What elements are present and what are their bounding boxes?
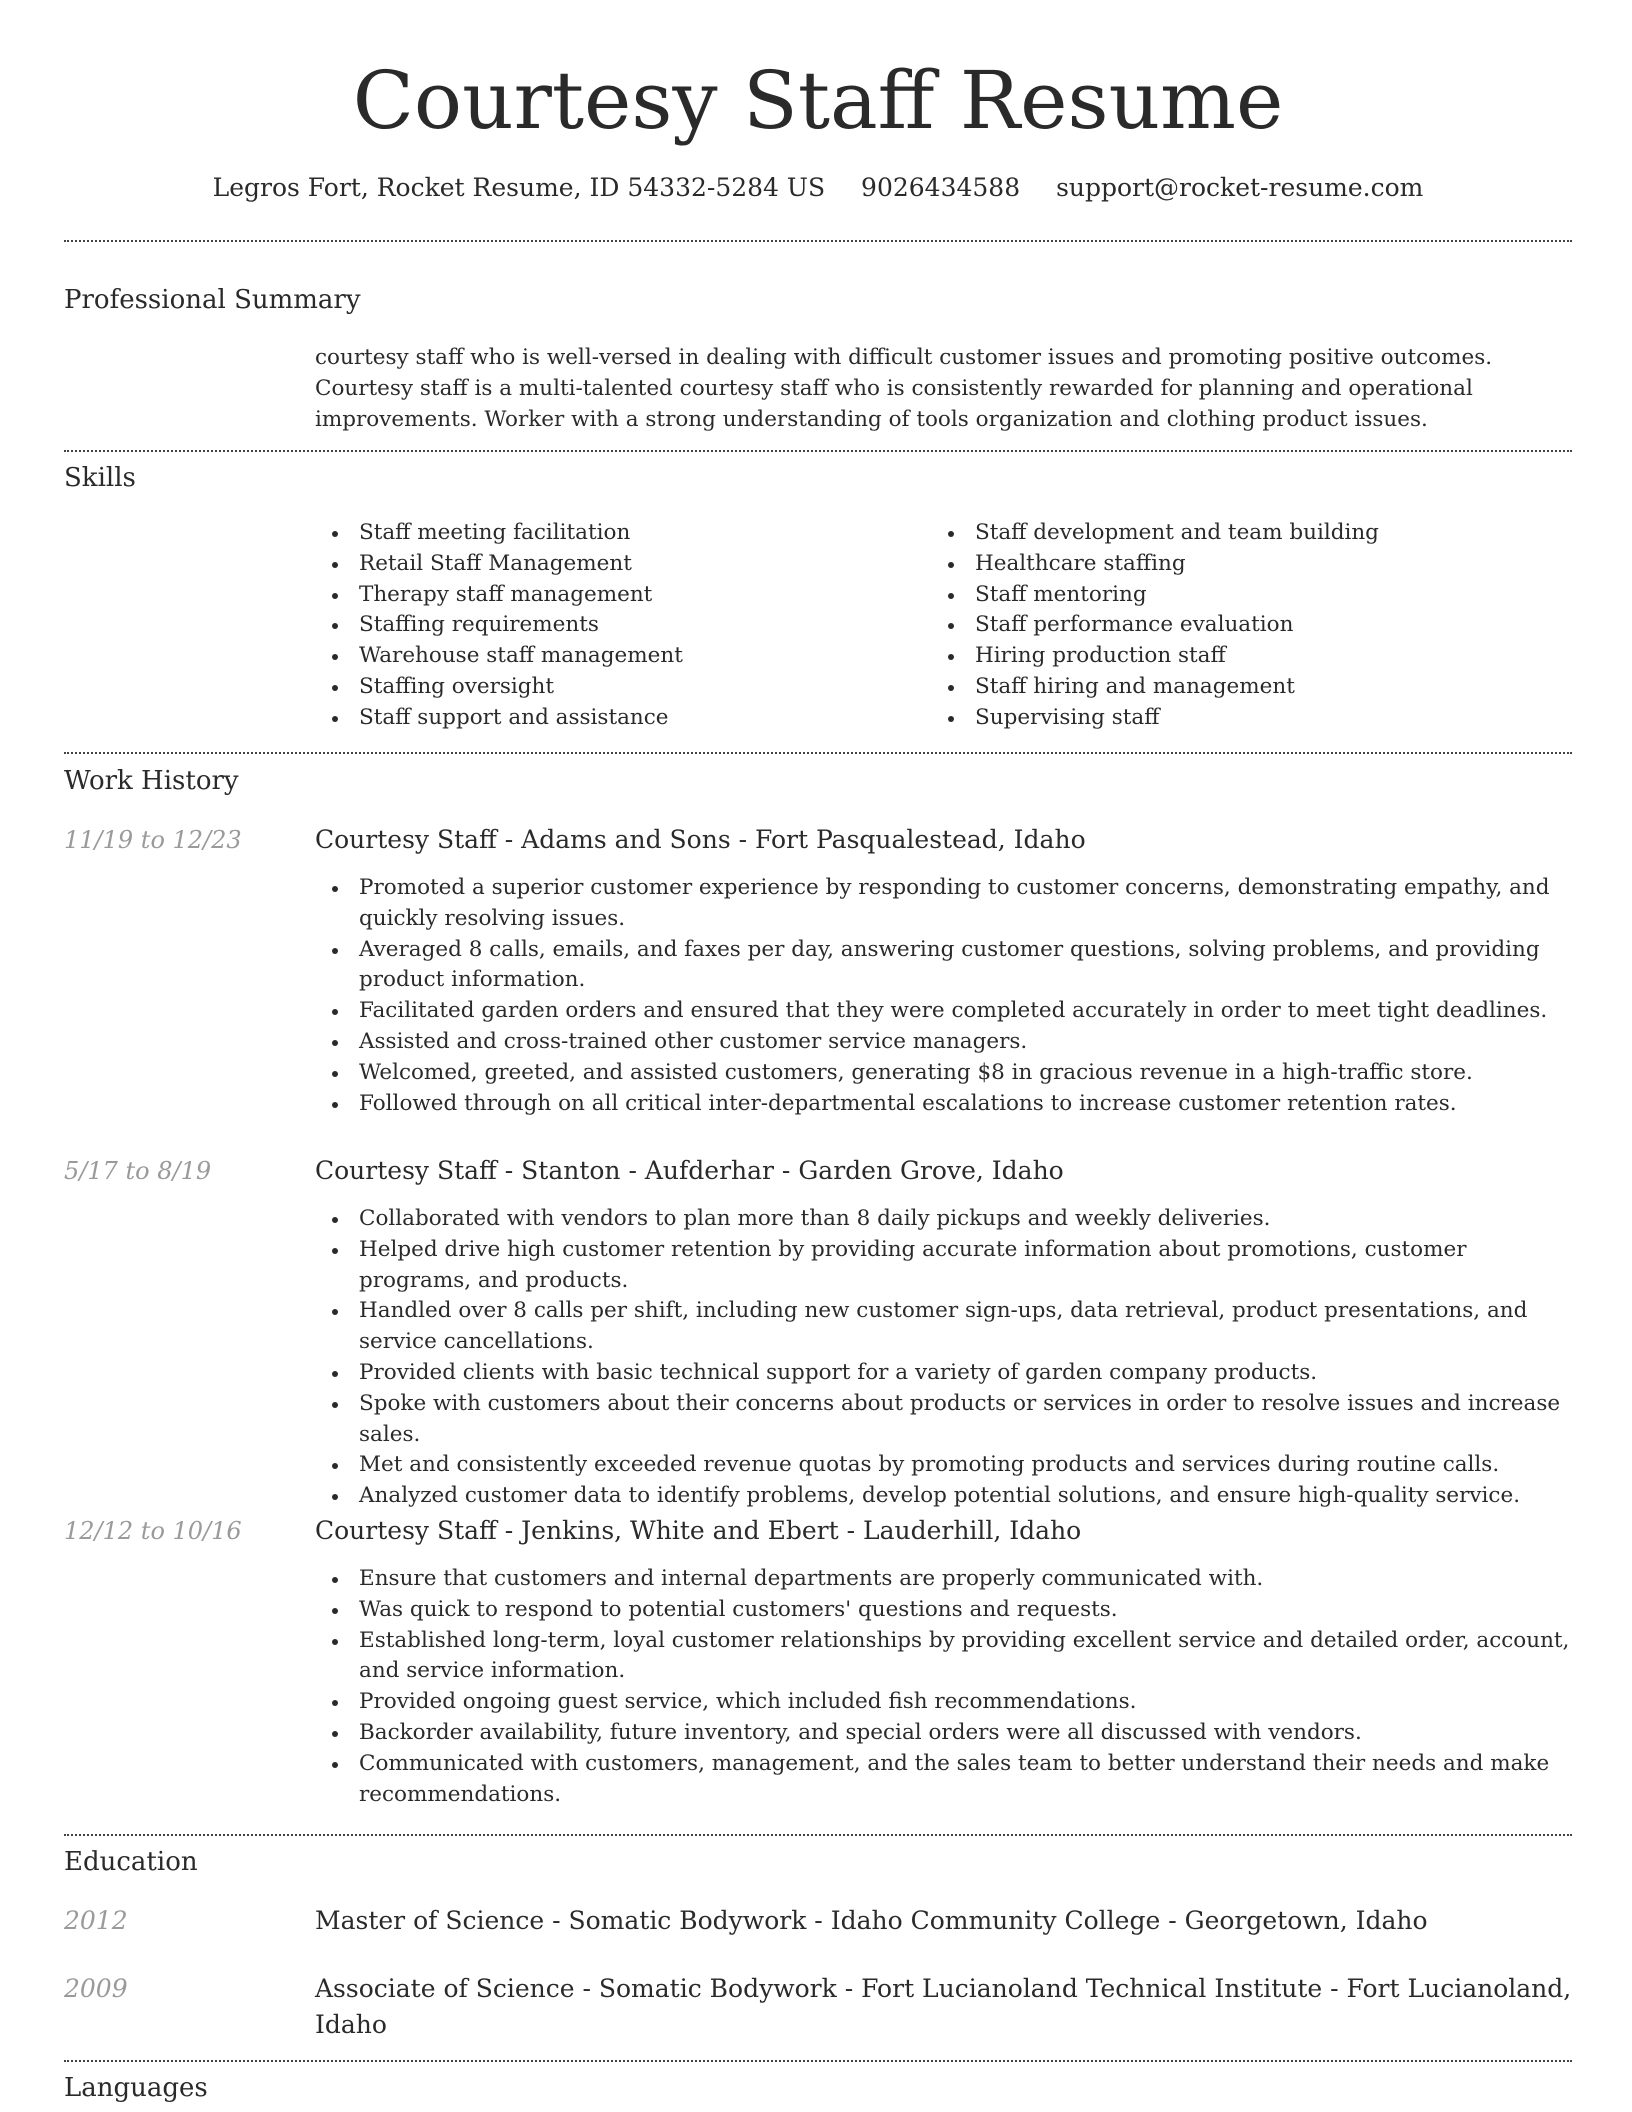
job-dates: 11/19 to 12/23	[64, 826, 242, 854]
divider	[64, 1834, 1572, 1836]
education-year: 2012	[64, 1906, 128, 1935]
divider	[64, 752, 1572, 754]
summary-text: courtesy staff who is well-versed in dealing with difficult customer issues and promoting positive outcomes. Courtesy staff is a multi-talented courtesy staff who is consistently rewarded for planning and operational improvements. Worker with a strong understanding of tools organization and clothing product issues.	[315, 345, 1493, 432]
job-bullet: Analyzed customer data to identify problems, develop potential solutions, and ensure high-quality service.	[315, 1481, 1572, 1512]
skills-heading: Skills	[64, 463, 136, 493]
skill-item: Staff development and team building	[931, 518, 1531, 549]
work-heading: Work History	[64, 766, 239, 796]
skill-item: Staff support and assistance	[315, 703, 915, 734]
job-title: Courtesy Staff - Jenkins, White and Ebert - Lauderhill, Idaho	[315, 1516, 1082, 1545]
job-bullet: Backorder availability, future inventory, and special orders were all discussed with vendors.	[315, 1718, 1572, 1749]
divider	[64, 240, 1572, 242]
job-bullet: Provided ongoing guest service, which included fish recommendations.	[315, 1687, 1572, 1718]
skill-item: Retail Staff Management	[315, 549, 915, 580]
resume-title: Courtesy Staff Resume	[352, 54, 1284, 147]
skills-list-right	[931, 518, 1531, 734]
job-bullet: Followed through on all critical inter-departmental escalations to increase customer retention rates.	[315, 1089, 1572, 1120]
job-bullet: Communicated with customers, management, and the sales team to better understand their needs and make recommendations.	[315, 1749, 1572, 1811]
skill-item: Staffing oversight	[315, 672, 915, 703]
skill-item: Healthcare staffing	[931, 549, 1531, 580]
job-bullet: Handled over 8 calls per shift, including new customer sign-ups, data retrieval, product presentations, and service cancellations.	[315, 1296, 1572, 1358]
education-year: 2009	[64, 1974, 128, 2003]
job-bullet: Met and consistently exceeded revenue quotas by promoting products and services during routine calls.	[315, 1450, 1572, 1481]
languages-heading: Languages	[64, 2073, 208, 2103]
job-bullet: Ensure that customers and internal departments are properly communicated with.	[315, 1564, 1572, 1595]
contact-line	[64, 170, 1572, 206]
job-bullet: Assisted and cross-trained other customer service managers.	[315, 1027, 1572, 1058]
job-title: Courtesy Staff - Stanton - Aufderhar - Garden Grove, Idaho	[315, 1156, 1064, 1185]
skill-item: Staff mentoring	[931, 580, 1531, 611]
skill-item: Staff hiring and management	[931, 672, 1531, 703]
job-bullets	[315, 873, 1572, 1119]
job-bullet: Promoted a superior customer experience by responding to customer concerns, demonstrating empathy, and quickly resolving issues.	[315, 873, 1572, 935]
job-dates: 12/12 to 10/16	[64, 1517, 242, 1545]
job-title: Courtesy Staff - Adams and Sons - Fort Pasqualestead, Idaho	[315, 825, 1086, 854]
job-bullet: Established long-term, loyal customer relationships by providing excellent service and detailed order, account, and service information.	[315, 1626, 1572, 1688]
education-title: Master of Science - Somatic Bodywork - Idaho Community College - Georgetown, Idaho	[315, 1906, 1428, 1935]
job-bullets	[315, 1564, 1572, 1810]
job-bullets	[315, 1204, 1572, 1512]
contact-email[interactable]: support@rocket-resume.com	[1056, 173, 1424, 202]
skills-list-left	[315, 518, 915, 734]
job-bullet: Helped drive high customer retention by providing accurate information about promotions, customer programs, and products.	[315, 1235, 1572, 1297]
skill-item: Hiring production staff	[931, 641, 1531, 672]
divider	[64, 2060, 1572, 2062]
job-dates: 5/17 to 8/19	[64, 1157, 212, 1185]
skill-item: Staff performance evaluation	[931, 610, 1531, 641]
skill-item: Staff meeting facilitation	[315, 518, 915, 549]
divider	[64, 450, 1572, 452]
education-heading: Education	[64, 1847, 198, 1877]
job-bullet: Collaborated with vendors to plan more than 8 daily pickups and weekly deliveries.	[315, 1204, 1572, 1235]
skill-item: Supervising staff	[931, 703, 1531, 734]
skill-item: Therapy staff management	[315, 580, 915, 611]
skill-item: Warehouse staff management	[315, 641, 915, 672]
education-title: Associate of Science - Somatic Bodywork - Fort Lucianoland Technical Institute - Fort Lucianoland, Idaho	[315, 1974, 1572, 2039]
summary-heading: Professional Summary	[64, 285, 361, 315]
job-bullet: Averaged 8 calls, emails, and faxes per day, answering customer questions, solving problems, and providing product information.	[315, 935, 1572, 997]
job-bullet: Facilitated garden orders and ensured that they were completed accurately in order to meet tight deadlines.	[315, 996, 1572, 1027]
job-bullet: Spoke with customers about their concerns about products or services in order to resolve issues and increase sales.	[315, 1389, 1572, 1451]
contact-address: Legros Fort, Rocket Resume, ID 54332-5284 US	[212, 173, 826, 202]
skill-item: Staffing requirements	[315, 610, 915, 641]
job-bullet: Was quick to respond to potential customers' questions and requests.	[315, 1595, 1572, 1626]
job-bullet: Welcomed, greeted, and assisted customers, generating $8 in gracious revenue in a high-traffic store.	[315, 1058, 1572, 1089]
job-bullet: Provided clients with basic technical support for a variety of garden company products.	[315, 1358, 1572, 1389]
contact-phone: 9026434588	[861, 173, 1021, 202]
